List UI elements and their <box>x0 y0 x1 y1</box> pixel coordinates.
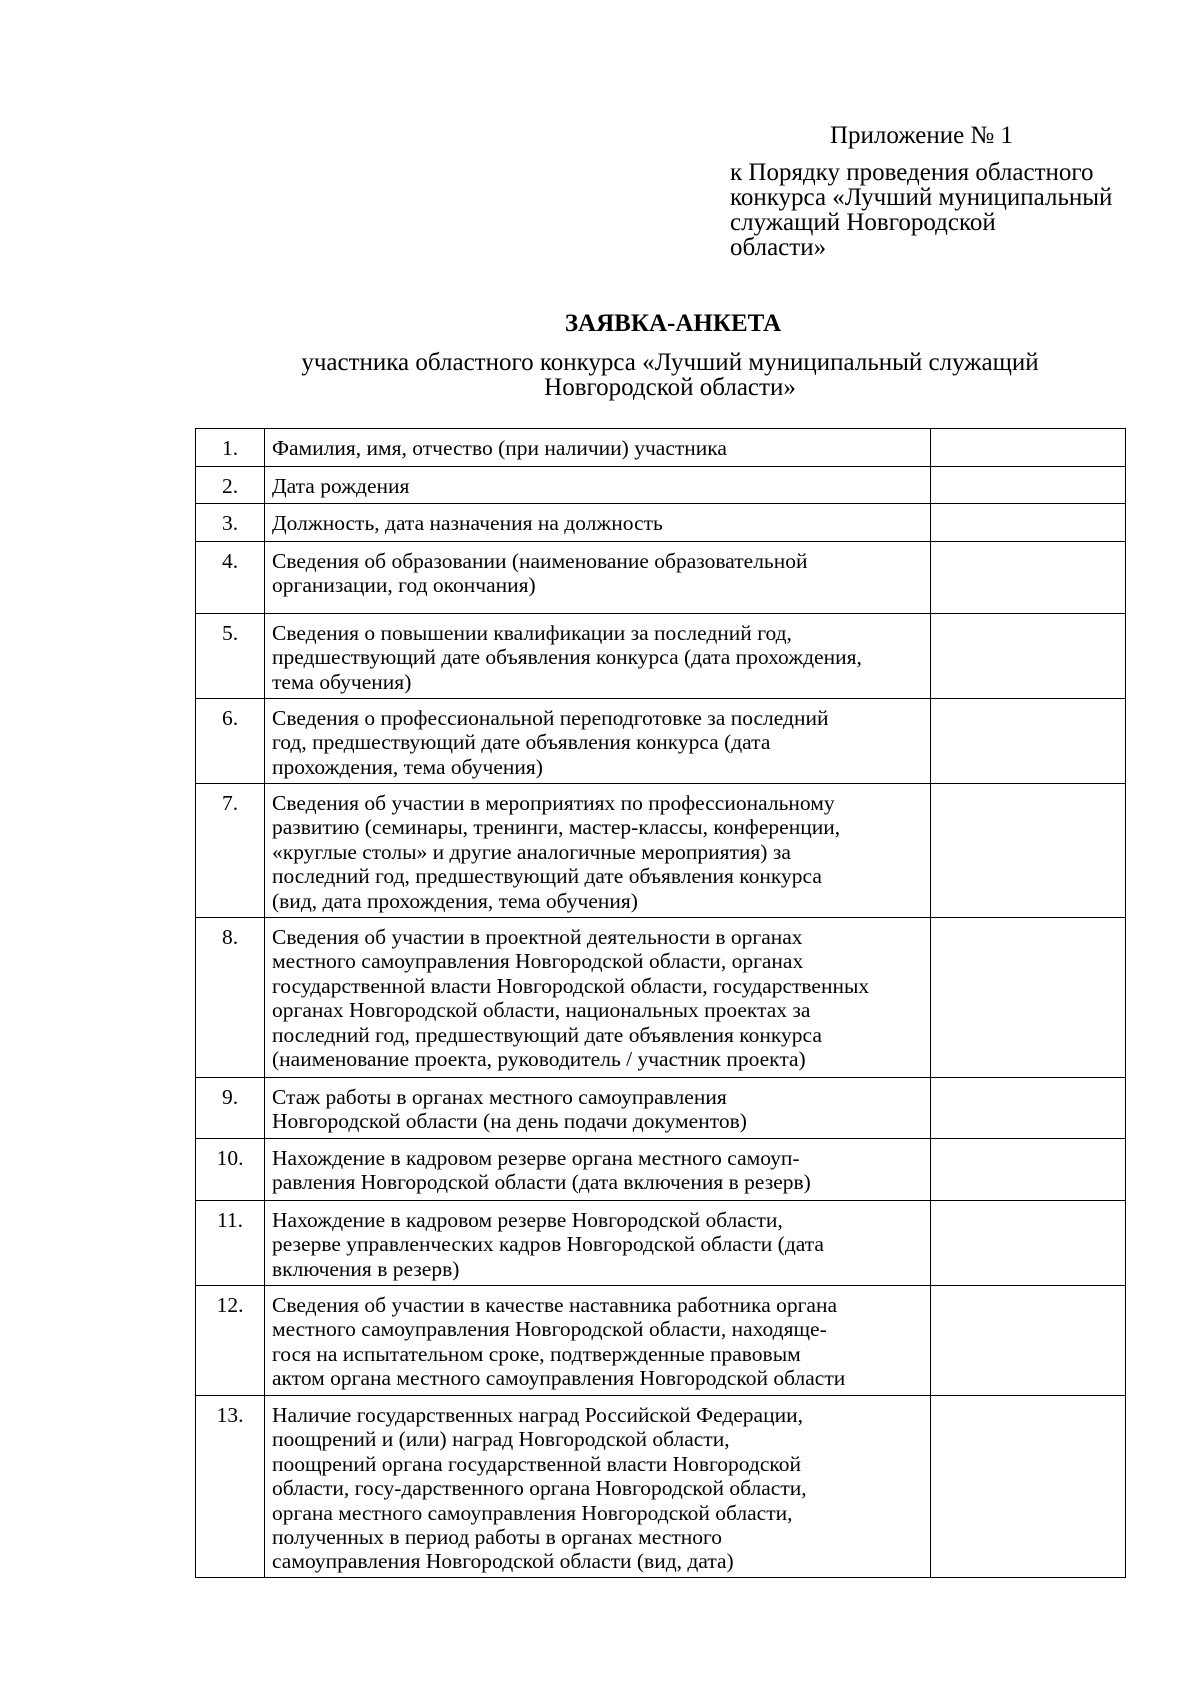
row-description-line: местного самоуправления Новгородской области, находяще- <box>272 1317 827 1342</box>
row-description-line: Фамилия, имя, отчество (при наличии) участника <box>272 436 727 460</box>
answer-field[interactable] <box>931 1201 1126 1286</box>
row-number: 9. <box>196 1078 265 1139</box>
row-number: 2. <box>196 467 265 504</box>
answer-field[interactable] <box>931 467 1126 504</box>
row-description-line: включения в резерв) <box>272 1256 460 1281</box>
table-row <box>196 1139 1126 1201</box>
row-description-line: Должность, дата назначения на должность <box>272 511 663 535</box>
row-description-line: органах Новгородской области, национальных проектах за <box>272 998 811 1023</box>
table-row <box>196 1396 1126 1578</box>
row-description-line: организации, год окончания) <box>272 573 536 598</box>
row-description-line: Сведения о повышении квалификации за последний год, <box>272 621 792 645</box>
answer-field[interactable] <box>931 1286 1126 1396</box>
appendix-ref-line: области» <box>730 234 827 261</box>
row-number: 13. <box>196 1396 265 1578</box>
row-description-line: поощрений и (или) наград Новгородской области, <box>272 1427 730 1452</box>
row-number: 4. <box>196 542 265 614</box>
row-description-line: год, предшествующий дате объявления конкурса (дата <box>272 730 771 755</box>
row-number: 7. <box>196 784 265 918</box>
table-row <box>196 1078 1126 1139</box>
row-description <box>265 429 931 467</box>
table-row <box>196 784 1126 918</box>
table-row <box>196 1201 1126 1286</box>
row-description-line: самоуправления Новгородской области (вид, дата) <box>272 1549 734 1574</box>
row-description-line: Сведения об образовании (наименование образовательной <box>272 549 808 573</box>
document-title: ЗАЯВКА-АНКЕТА <box>564 310 782 337</box>
row-description-line: Сведения об участии в проектной деятельности в органах <box>272 925 803 949</box>
row-description-line: тема обучения) <box>272 669 412 694</box>
row-description-line: предшествующий дате объявления конкурса (дата прохождения, <box>272 645 862 670</box>
answer-field[interactable] <box>931 542 1126 614</box>
row-description-line: актом органа местного самоуправления Новгородской области <box>272 1366 846 1391</box>
table-row <box>196 542 1126 614</box>
row-description <box>265 1286 931 1396</box>
row-number: 11. <box>196 1201 265 1286</box>
row-description-line: местного самоуправления Новгородской области, органах <box>272 949 804 974</box>
row-description-line: Нахождение в кадровом резерве Новгородской области, <box>272 1208 783 1232</box>
row-description-line: прохождения, тема обучения) <box>272 754 543 779</box>
answer-field[interactable] <box>931 699 1126 784</box>
row-description-line: Стаж работы в органах местного самоуправления <box>272 1085 727 1109</box>
row-description-line: равления Новгородской области (дата включения в резерв) <box>272 1170 811 1195</box>
row-description-line: (вид, дата прохождения, тема обучения) <box>272 888 638 913</box>
answer-field[interactable] <box>931 504 1126 542</box>
row-description <box>265 1078 931 1139</box>
table-row <box>196 467 1126 504</box>
row-description <box>265 784 931 918</box>
row-description-line: полученных в период работы в органах местного <box>272 1525 723 1550</box>
row-description <box>265 467 931 504</box>
row-description-line: Наличие государственных наград Российской Федерации, <box>272 1403 803 1427</box>
appendix-ref-line: к Порядку проведения областного <box>730 159 1094 186</box>
application-form-table <box>195 428 1126 1578</box>
row-description <box>265 918 931 1078</box>
table-row <box>196 699 1126 784</box>
table-row <box>196 429 1126 467</box>
row-description-line: Нахождение в кадровом резерве органа местного самоуп- <box>272 1146 800 1170</box>
appendix-title: Приложение № 1 <box>830 122 1014 149</box>
row-description-line: Сведения об участии в качестве наставника работника органа <box>272 1293 838 1317</box>
row-description-line: последний год, предшествующий дате объявления конкурса <box>272 864 822 889</box>
answer-field[interactable] <box>931 918 1126 1078</box>
document-subtitle <box>240 350 1100 400</box>
row-description <box>265 1139 931 1201</box>
answer-field[interactable] <box>931 1396 1126 1578</box>
table-row <box>196 918 1126 1078</box>
row-number: 8. <box>196 918 265 1078</box>
row-description <box>265 1201 931 1286</box>
row-description <box>265 614 931 699</box>
form-table-body <box>196 429 1126 1578</box>
appendix-ref-line: конкурса «Лучший муниципальный <box>730 184 1113 211</box>
answer-field[interactable] <box>931 1139 1126 1201</box>
row-description-line: «круглые столы» и другие аналогичные мероприятия) за <box>272 839 791 864</box>
answer-field[interactable] <box>931 614 1126 699</box>
row-number: 5. <box>196 614 265 699</box>
row-description-line: резерве управленческих кадров Новгородской области (дата <box>272 1232 824 1257</box>
subtitle-line: участника областного конкурса «Лучший муниципальный служащий <box>301 349 1039 376</box>
row-description-line: Дата рождения <box>272 474 410 498</box>
table-row <box>196 614 1126 699</box>
answer-field[interactable] <box>931 1078 1126 1139</box>
row-number: 10. <box>196 1139 265 1201</box>
answer-field[interactable] <box>931 784 1126 918</box>
row-description <box>265 504 931 542</box>
row-number: 12. <box>196 1286 265 1396</box>
row-description <box>265 699 931 784</box>
row-description-line: поощрений органа государственной власти Новгородской <box>272 1451 802 1476</box>
row-number: 3. <box>196 504 265 542</box>
row-description-line: Новгородской области (на день подачи документов) <box>272 1109 747 1134</box>
row-number: 1. <box>196 429 265 467</box>
row-description-line: Сведения о профессиональной переподготовке за последний <box>272 706 829 730</box>
row-description-line: органа местного самоуправления Новгородской области, <box>272 1500 793 1525</box>
row-description-line: государственной власти Новгородской области, государственных <box>272 973 870 998</box>
row-description-line: (наименование проекта, руководитель / участник проекта) <box>272 1047 806 1072</box>
row-description <box>265 542 931 614</box>
row-description <box>265 1396 931 1578</box>
answer-field[interactable] <box>931 429 1126 467</box>
row-description-line: Сведения об участии в мероприятиях по профессиональному <box>272 791 835 815</box>
row-description-line: развитию (семинары, тренинги, мастер-классы, конференции, <box>272 815 841 840</box>
appendix-ref-line: служащий Новгородской <box>730 209 996 236</box>
row-description-line: последний год, предшествующий дате объявления конкурса <box>272 1022 822 1047</box>
table-row <box>196 504 1126 542</box>
appendix-reference <box>730 160 1150 260</box>
row-number: 6. <box>196 699 265 784</box>
subtitle-line: Новгородской области» <box>544 374 796 401</box>
row-description-line: области, госу-дарственного органа Новгородской области, <box>272 1476 807 1501</box>
table-row <box>196 1286 1126 1396</box>
row-description-line: гося на испытательном сроке, подтвержденные правовым <box>272 1341 801 1366</box>
